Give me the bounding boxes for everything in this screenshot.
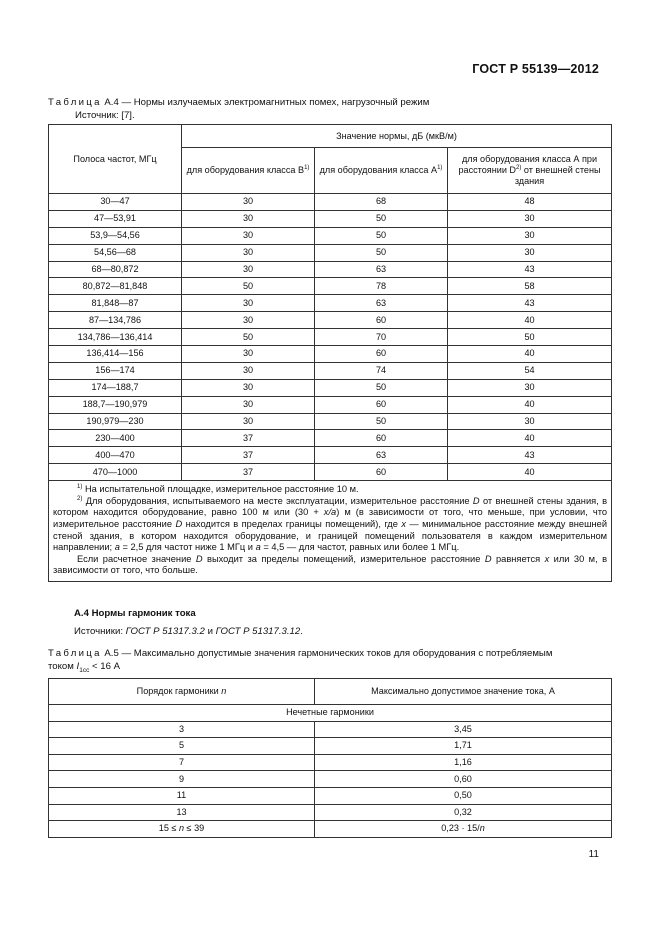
class-b-cell: 50 [182, 329, 315, 346]
frequency-band-cell: 156—174 [49, 362, 182, 379]
class-a-distance-cell: 40 [448, 312, 612, 329]
group-label: Нечетные гармоники [49, 705, 612, 722]
caption-text: < 16 А [89, 661, 120, 672]
header-class-a-distance-post: от внешней стены здания [514, 165, 601, 186]
caption-text: А.5 — Максимально допустимые значения гармонических токов для оборудования с потребляемым [104, 648, 553, 659]
frequency-band-cell: 47—53,91 [49, 210, 182, 227]
var-d: D [472, 495, 480, 506]
table-row [49, 396, 612, 413]
table-a5-caption-line2 [48, 661, 120, 677]
footnote-ref: 2) [516, 165, 522, 171]
class-b-cell: 30 [182, 227, 315, 244]
table-row [49, 312, 612, 329]
class-a-cell: 50 [315, 244, 448, 261]
source-1: ГОСТ Р 51317.3.2 [125, 626, 205, 637]
frequency-band-cell: 134,786—136,414 [49, 329, 182, 346]
header-class-b-label: для оборудования класса В [186, 165, 305, 175]
note2-part: от внешней стены здания, в котором находится оборудование, равно 100 м или (30 + [53, 495, 608, 518]
formula-pre: 0,23 · 15/ [441, 823, 480, 834]
var-a: a [255, 542, 261, 553]
note2-part: — минимальное расстояние между внешней стеной здания, в котором находится оборудование, и границей помещений пользователя в каждом измерительном направлении; [53, 518, 608, 553]
class-a-distance-cell: 43 [448, 261, 612, 278]
frequency-band-cell: 470—1000 [49, 464, 182, 481]
var-x-over-a: x/a [323, 507, 337, 518]
frequency-band-cell: 136,414—156 [49, 346, 182, 363]
class-a-cell: 50 [315, 227, 448, 244]
var-n: n [479, 823, 485, 834]
var-d: D [175, 518, 183, 529]
var-a: a [114, 542, 120, 553]
table-row [49, 804, 612, 821]
header-class-b [182, 148, 315, 194]
var-n: n [221, 686, 227, 696]
header-class-a-distance [448, 148, 612, 194]
class-b-cell: 37 [182, 464, 315, 481]
table-row [49, 244, 612, 261]
header-harmonic-order [49, 679, 315, 705]
class-a-distance-cell: 40 [448, 430, 612, 447]
table-row [49, 464, 612, 481]
header-class-a [315, 148, 448, 194]
note2-part: ) м (в зависимости от того, что меньше, при условии, что измерительное расстояние [53, 507, 608, 529]
class-a-cell: 60 [315, 396, 448, 413]
class-b-cell: 30 [182, 295, 315, 312]
class-b-cell: 30 [182, 346, 315, 363]
class-a-cell: 60 [315, 430, 448, 447]
range-post: ≤ 39 [184, 823, 205, 834]
note2-part: = 4,5 — для частот, равных или более 1 МГц. [260, 542, 460, 553]
class-a-cell: 50 [315, 210, 448, 227]
class-a-distance-cell: 58 [448, 278, 612, 295]
frequency-band-cell: 53,9—54,56 [49, 227, 182, 244]
table-row [49, 295, 612, 312]
frequency-band-cell: 400—470 [49, 447, 182, 464]
class-a-distance-cell: 54 [448, 362, 612, 379]
range-pre: 15 ≤ [158, 823, 179, 834]
max-current-cell: 1,16 [315, 754, 612, 771]
harmonic-order-cell: 3 [49, 721, 315, 738]
table-row [49, 738, 612, 755]
table-a4-caption [48, 97, 429, 109]
table-row [49, 821, 612, 838]
class-a-distance-cell: 40 [448, 464, 612, 481]
class-b-cell: 30 [182, 413, 315, 430]
frequency-band-cell: 80,872—81,848 [49, 278, 182, 295]
var-x: x [401, 518, 406, 529]
sources-joiner: и [204, 626, 216, 637]
class-a-distance-cell: 30 [448, 210, 612, 227]
class-a-cell: 60 [315, 346, 448, 363]
note2-part: = 2,5 для частот ниже 1 МГц и [119, 542, 256, 553]
header-class-a-distance-pre: для оборудования класса А при расстоянии D [458, 154, 598, 175]
table-row [49, 362, 612, 379]
table-row [49, 771, 612, 788]
table-a5-body [49, 721, 612, 821]
class-b-cell: 30 [182, 244, 315, 261]
footnote-1-text: На испытательной площадке, измерительное расстояние 10 м. [84, 484, 359, 495]
harmonic-order-range [49, 821, 315, 838]
class-b-cell: 30 [182, 396, 315, 413]
table-row [49, 194, 612, 211]
table-a4 [48, 124, 612, 582]
sources-end: . [300, 626, 303, 637]
table-row [49, 430, 612, 447]
footnote-3 [53, 554, 607, 577]
class-b-cell: 30 [182, 362, 315, 379]
var-d: D [484, 553, 492, 564]
class-b-cell: 37 [182, 430, 315, 447]
class-b-cell: 30 [182, 379, 315, 396]
note3-part: равняется [491, 553, 545, 564]
table-row [49, 346, 612, 363]
class-a-distance-cell: 30 [448, 379, 612, 396]
table-a4-body [49, 194, 612, 481]
max-current-cell: 0,32 [315, 804, 612, 821]
footnote-ref: 1) [304, 165, 310, 171]
note2-part: Для оборудования, испытываемого на месте эксплуатации, измерительное расстояние [85, 495, 473, 506]
class-b-cell: 30 [182, 210, 315, 227]
class-a-distance-cell: 40 [448, 346, 612, 363]
harmonic-order-cell: 11 [49, 787, 315, 804]
table-a4-notes [49, 481, 612, 582]
harmonic-order-cell: 13 [49, 804, 315, 821]
class-a-distance-cell: 50 [448, 329, 612, 346]
table-row [49, 721, 612, 738]
footnote-1 [53, 484, 607, 496]
header-harmonic-order-label: Порядок гармоники [136, 686, 222, 696]
class-a-cell: 50 [315, 413, 448, 430]
caption-text: А.4 — Нормы излучаемых электромагнитных помех, нагрузочный режим [104, 97, 430, 108]
frequency-band-cell: 81,848—87 [49, 295, 182, 312]
header-frequency-band: Полоса частот, МГц [49, 125, 182, 194]
table-row [49, 278, 612, 295]
var-x: x [544, 553, 550, 564]
current-subscript: 1cc [79, 666, 90, 674]
harmonic-order-cell: 7 [49, 754, 315, 771]
table-a5-caption-line1 [48, 648, 552, 660]
frequency-band-cell: 87—134,786 [49, 312, 182, 329]
class-a-cell: 63 [315, 261, 448, 278]
max-current-cell: 1,71 [315, 738, 612, 755]
note3-part: или 30 м, в зависимости от того, что больше. [53, 553, 608, 576]
class-a-distance-cell: 30 [448, 244, 612, 261]
table-row [49, 329, 612, 346]
max-current-cell: 0,60 [315, 771, 612, 788]
class-a-distance-cell: 48 [448, 194, 612, 211]
class-a-cell: 74 [315, 362, 448, 379]
header-norm-value: Значение нормы, дБ (мкВ/м) [182, 125, 612, 148]
frequency-band-cell: 190,979—230 [49, 413, 182, 430]
page-number: 11 [588, 849, 599, 860]
table-row [49, 754, 612, 771]
class-a-distance-cell: 43 [448, 447, 612, 464]
caption-word: Таблица [48, 97, 102, 108]
max-current-cell: 3,45 [315, 721, 612, 738]
note3-part: Если расчетное значение [77, 553, 196, 564]
current-symbol: I [76, 661, 80, 672]
class-a-distance-cell: 30 [448, 413, 612, 430]
footnote-ref: 1) [437, 165, 443, 171]
class-a-cell: 68 [315, 194, 448, 211]
class-a-cell: 63 [315, 447, 448, 464]
table-row [49, 210, 612, 227]
sources-label: Источники: [74, 626, 126, 637]
table-a4-source: Источник: [7]. [75, 110, 135, 121]
table-row [49, 261, 612, 278]
frequency-band-cell: 174—188,7 [49, 379, 182, 396]
note3-part: выходит за пределы помещений, измерительное расстояние [202, 553, 485, 564]
class-b-cell: 50 [182, 278, 315, 295]
footnote-mark: 1) [77, 484, 83, 491]
frequency-band-cell: 68—80,872 [49, 261, 182, 278]
frequency-band-cell: 230—400 [49, 430, 182, 447]
class-b-cell: 30 [182, 194, 315, 211]
table-row [49, 447, 612, 464]
class-b-cell: 30 [182, 312, 315, 329]
max-current-cell: 0,50 [315, 787, 612, 804]
harmonic-order-cell: 5 [49, 738, 315, 755]
source-2: ГОСТ Р 51317.3.12 [215, 626, 301, 637]
max-current-formula [315, 821, 612, 838]
section-title: А.4 Нормы гармоник тока [74, 608, 196, 619]
class-a-cell: 60 [315, 464, 448, 481]
caption-text: током [48, 661, 77, 672]
class-a-cell: 78 [315, 278, 448, 295]
class-a-cell: 70 [315, 329, 448, 346]
frequency-band-cell: 54,56—68 [49, 244, 182, 261]
harmonic-order-cell: 9 [49, 771, 315, 788]
footnote-mark: 2) [77, 495, 83, 502]
header-max-current: Максимально допустимое значение тока, А [315, 679, 612, 705]
header-class-a-label: для оборудования класса А [319, 165, 438, 175]
class-a-cell: 50 [315, 379, 448, 396]
table-row [49, 379, 612, 396]
table-a5 [48, 678, 612, 838]
table-row [49, 227, 612, 244]
var-d: D [195, 553, 203, 564]
caption-word: Таблица [48, 648, 102, 659]
class-b-cell: 37 [182, 447, 315, 464]
var-n: n [178, 823, 185, 834]
frequency-band-cell: 188,7—190,979 [49, 396, 182, 413]
section-sources [74, 626, 303, 637]
note2-part: находится в пределах границы помещений), где [182, 518, 402, 529]
class-a-distance-cell: 43 [448, 295, 612, 312]
table-row [49, 413, 612, 430]
class-b-cell: 30 [182, 261, 315, 278]
table-row [49, 787, 612, 804]
document-id: ГОСТ Р 55139—2012 [472, 62, 599, 76]
class-a-cell: 63 [315, 295, 448, 312]
class-a-distance-cell: 30 [448, 227, 612, 244]
frequency-band-cell: 30—47 [49, 194, 182, 211]
footnote-2 [53, 496, 607, 554]
class-a-cell: 60 [315, 312, 448, 329]
class-a-distance-cell: 40 [448, 396, 612, 413]
